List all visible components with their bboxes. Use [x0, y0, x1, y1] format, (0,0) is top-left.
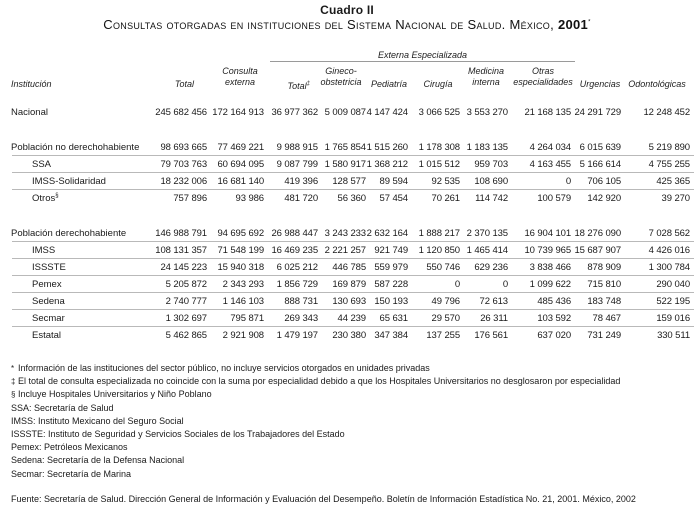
table-cell: 587 228	[374, 279, 408, 290]
table-cell: 70 261	[431, 193, 460, 204]
table-cell: 245 682 456	[155, 107, 207, 118]
col-header-otras-line2: especialidades	[513, 77, 573, 87]
table-cell: 3 838 466	[529, 262, 571, 273]
table-row	[0, 189, 694, 206]
table-cell: 103 592	[537, 313, 571, 324]
row-label-text: Sedena	[32, 296, 65, 307]
table-cell: 1 300 784	[648, 262, 690, 273]
table-row	[12, 138, 694, 156]
table-row	[12, 172, 694, 190]
col-header-pediatria: Pediatría	[370, 79, 408, 89]
row-label	[11, 228, 126, 239]
col-header-esp-total	[270, 79, 310, 92]
table-row	[12, 155, 694, 173]
table-cell: 16 681 140	[217, 176, 264, 187]
footnote-3	[11, 388, 620, 401]
table-cell: 137 255	[426, 330, 460, 341]
table-row	[12, 241, 694, 259]
table-cell: 1 856 729	[276, 279, 318, 290]
table-cell: 485 436	[537, 296, 571, 307]
table-cell: 2 921 908	[222, 330, 264, 341]
table-cell: 269 343	[284, 313, 318, 324]
table-row	[12, 292, 694, 310]
table-cell: 142 920	[587, 193, 621, 204]
table-cell: 1 580 917	[324, 159, 366, 170]
table-cell: 1 465 414	[466, 245, 508, 256]
footnote-text: Incluye Hospitales Universitarios y Niño Poblano	[18, 389, 212, 400]
col-header-gineco-line2: obstetricia	[320, 77, 362, 87]
table-cell: 183 748	[587, 296, 621, 307]
table-cell: 18 232 006	[160, 176, 207, 187]
table-cell: 16 469 235	[271, 245, 318, 256]
table-cell: 2 370 135	[466, 228, 508, 239]
row-label-text: IMSS-Solidaridad	[32, 176, 106, 187]
table-cell: 93 986	[235, 193, 264, 204]
table-cell: 6 025 212	[276, 262, 318, 273]
table-cell: 0	[502, 279, 508, 290]
row-label	[11, 107, 48, 118]
col-header-gineco-line1: Gineco-	[325, 66, 357, 76]
footnote-mark-section: §	[55, 193, 59, 199]
table-cell: 522 195	[656, 296, 690, 307]
table-cell: 2 632 164	[366, 228, 408, 239]
table-cell: 65 631	[379, 313, 408, 324]
abbrev-issste: ISSSTE: Instituto de Seguridad y Servicios Sociales de los Trabajadores del Estado	[11, 429, 345, 440]
footnote-text: Información de las instituciones del sector público, no incluye servicios otorgados en unidades privadas	[18, 363, 430, 373]
table-row	[12, 309, 694, 327]
table-row	[0, 326, 694, 343]
table-cell: 18 276 090	[574, 228, 621, 239]
table-cell: 1 888 217	[418, 228, 460, 239]
table-cell: 24 145 223	[160, 262, 207, 273]
table-cell: 330 511	[657, 330, 690, 341]
group-header-rule	[270, 61, 575, 62]
table-cell: 1 183 135	[466, 142, 508, 153]
table-cell: 108 131 357	[155, 245, 207, 256]
row-label-text: Secmar	[32, 313, 65, 324]
table-cell: 130 693	[332, 296, 366, 307]
footnote-mark-double-dagger: ‡	[306, 81, 310, 87]
table-cell: 2 221 257	[324, 245, 366, 256]
table-cell: 878 909	[587, 262, 621, 273]
table-cell: 172 164 913	[212, 107, 264, 118]
table-cell: 77 469 221	[217, 142, 264, 153]
col-header-odontologicas: Odontológicas	[628, 79, 686, 89]
table-cell: 36 977 362	[271, 107, 318, 118]
table-cell: 57 454	[379, 193, 408, 204]
table-cell: 2 740 777	[165, 296, 207, 307]
table-cell: 0	[454, 279, 460, 290]
table-cell: 26 988 447	[271, 228, 318, 239]
table-cell: 3 553 270	[466, 107, 508, 118]
table-cell: 159 016	[656, 313, 690, 324]
table-cell: 71 548 199	[217, 245, 264, 256]
col-header-otras-especialidades	[510, 66, 576, 88]
table-cell: 795 871	[230, 313, 264, 324]
row-label-text: Otros	[32, 193, 56, 205]
table-cell: 92 535	[431, 176, 460, 187]
table-cell: 1 120 850	[418, 245, 460, 256]
table-cell: 1 368 212	[366, 159, 408, 170]
table-cell: 24 291 729	[574, 107, 621, 118]
row-label-text: Pemex	[32, 279, 62, 290]
table-cell: 26 311	[480, 313, 508, 324]
col-header-medicina-line1: Medicina	[467, 66, 505, 76]
table-cell: 425 365	[656, 176, 690, 187]
abbrev-pemex: Pemex: Petróleos Mexicanos	[11, 442, 128, 453]
row-label	[32, 262, 66, 273]
table-cell: 78 467	[592, 313, 621, 324]
table-cell: 114 742	[475, 193, 508, 204]
table-row	[0, 103, 694, 120]
source-note: Fuente: Secretaría de Salud. Dirección General de Información y Evaluación del Desempeño. Boletín de Información Estadística No. 21, 2001. México, 2002	[11, 494, 636, 504]
row-label	[32, 330, 61, 341]
table-cell: 21 168 135	[524, 107, 571, 118]
row-label-text: Población no derechohabiente	[11, 142, 140, 153]
table-cell: 757 896	[173, 193, 207, 204]
table-cell: 481 720	[284, 193, 318, 204]
row-label	[32, 193, 59, 204]
table-number: Cuadro II	[320, 3, 374, 17]
table-cell: 0	[565, 176, 571, 187]
row-label-text: Nacional	[11, 107, 48, 118]
table-cell: 637 020	[537, 330, 571, 341]
table-cell: 94 695 692	[217, 228, 264, 239]
table-cell: 706 105	[587, 176, 621, 187]
table-cell: 44 239	[337, 313, 366, 324]
row-label-text: SSA	[32, 159, 52, 170]
table-cell: 3 243 233	[324, 228, 366, 239]
table-row	[12, 224, 694, 242]
group-header-externa-especializada: Externa Especializada	[377, 50, 468, 60]
table-cell: 731 249	[587, 330, 621, 341]
table-cell: 1 765 854	[324, 142, 366, 153]
footnote-1	[11, 362, 620, 375]
footnote-mark-asterisk: *	[588, 19, 591, 26]
table-cell: 1 178 308	[418, 142, 460, 153]
row-label	[32, 159, 51, 170]
table-cell: 3 066 525	[418, 107, 460, 118]
footnote-symbol: §	[11, 390, 16, 400]
col-header-consulta-line1: Consulta	[222, 66, 258, 76]
table-cell: 10 739 965	[524, 245, 571, 256]
col-header-consulta-externa	[215, 66, 265, 88]
table-cell: 4 147 424	[366, 107, 408, 118]
table-cell: 169 879	[332, 279, 366, 290]
table-cell: 1 302 697	[165, 313, 207, 324]
row-label-text: Estatal	[32, 330, 62, 341]
table-cell: 959 703	[474, 159, 508, 170]
table-cell: 60 694 095	[217, 159, 264, 170]
col-header-otras-line1: Otras	[531, 66, 554, 76]
table-cell: 9 087 799	[276, 159, 318, 170]
abbrev-secmar: Secmar: Secretaría de Marina	[11, 468, 132, 479]
table-cell: 128 577	[332, 176, 366, 187]
table-cell: 1 515 260	[366, 142, 408, 153]
table-cell: 5 166 614	[579, 159, 621, 170]
col-header-urgencias: Urgencias	[579, 79, 621, 89]
footnote-symbol: ‡	[11, 377, 16, 387]
table-cell: 150 193	[374, 296, 408, 307]
table-cell: 2 343 293	[222, 279, 264, 290]
table-cell: 12 248 452	[643, 107, 690, 118]
table-cell: 5 462 865	[165, 330, 207, 341]
table-cell: 6 015 639	[579, 142, 621, 153]
table-cell: 230 380	[332, 330, 366, 341]
abbrev-imss: IMSS: Instituto Mexicano del Seguro Social	[11, 415, 184, 426]
col-header-consulta-line2: externa	[224, 77, 256, 87]
table-cell: 446 785	[332, 262, 366, 273]
footnote-2	[11, 375, 620, 388]
table-cell: 16 904 101	[524, 228, 571, 239]
table-cell: 715 810	[587, 279, 621, 290]
col-header-medicina-line2: interna	[472, 77, 500, 87]
table-cell: 5 205 872	[165, 279, 207, 290]
table-cell: 5 219 890	[648, 142, 690, 153]
row-label	[32, 313, 65, 324]
table-cell: 4 163 455	[529, 159, 571, 170]
footnote-text: El total de consulta especializada no coincide con la suma por especialidad debido a que los Hospitales Universitarios no desglosaron por especialidad	[18, 376, 621, 387]
table-cell: 176 561	[474, 330, 508, 341]
table-cell: 290 040	[656, 279, 690, 290]
table-cell: 100 579	[537, 193, 571, 204]
col-header-cirugia: Cirugía	[423, 79, 453, 89]
footnotes	[11, 362, 620, 481]
row-label	[32, 279, 62, 290]
abbrev-sedena: Sedena: Secretaría de la Defensa Nacional	[11, 455, 185, 466]
table-cell: 550 746	[426, 262, 460, 273]
table-cell: 4 426 016	[648, 245, 690, 256]
table-cell: 4 755 255	[648, 159, 690, 170]
table-cell: 1 146 103	[222, 296, 264, 307]
table-cell: 888 731	[284, 296, 318, 307]
col-header-total: Total	[174, 79, 194, 89]
table-cell: 921 749	[374, 245, 408, 256]
col-header-institucion: Institución	[11, 79, 52, 89]
footnote-symbol: *	[11, 364, 15, 373]
col-header-esp-total-label: Total	[287, 81, 307, 91]
table-cell: 49 796	[431, 296, 460, 307]
col-header-medicina-interna	[462, 66, 510, 88]
table-cell: 29 570	[431, 313, 460, 324]
table-title-year: 2001	[557, 17, 589, 32]
table-cell: 5 009 087	[324, 107, 366, 118]
table-cell: 15 687 907	[574, 245, 621, 256]
table-cell: 559 979	[374, 262, 408, 273]
col-header-gineco	[316, 66, 366, 88]
table-cell: 79 703 763	[160, 159, 207, 170]
table-row	[12, 275, 694, 293]
table-cell: 15 940 318	[217, 262, 264, 273]
table-title	[0, 17, 694, 32]
table-cell: 1 015 512	[418, 159, 460, 170]
table-cell: 7 028 562	[648, 228, 690, 239]
abbrev-ssa: SSA: Secretaría de Salud	[11, 402, 114, 413]
table-row	[12, 258, 694, 276]
row-label	[32, 245, 55, 256]
table-title-text: Consultas otorgadas en instituciones del Sistema Nacional de Salud. México,	[103, 17, 555, 32]
table-cell: 108 690	[474, 176, 508, 187]
table-cell: 146 988 791	[155, 228, 207, 239]
table-cell: 347 384	[374, 330, 408, 341]
row-label	[32, 296, 65, 307]
table-cell: 629 236	[474, 262, 508, 273]
table-cell: 4 264 034	[529, 142, 571, 153]
table-cell: 419 396	[284, 176, 318, 187]
table-cell: 56 360	[337, 193, 366, 204]
table-cell: 72 613	[479, 296, 508, 307]
row-label	[11, 142, 139, 153]
table-cell: 89 594	[379, 176, 408, 187]
row-label	[32, 176, 106, 187]
table-cell: 9 988 915	[276, 142, 318, 153]
table-cell: 98 693 665	[160, 142, 207, 153]
row-label-text: Población derechohabiente	[11, 228, 127, 239]
table-cell: 39 270	[661, 193, 690, 204]
row-label-text: ISSSTE	[32, 262, 66, 273]
table-cell: 1 099 622	[529, 279, 571, 290]
table-cell: 1 479 197	[276, 330, 318, 341]
row-label-text: IMSS	[32, 245, 56, 256]
